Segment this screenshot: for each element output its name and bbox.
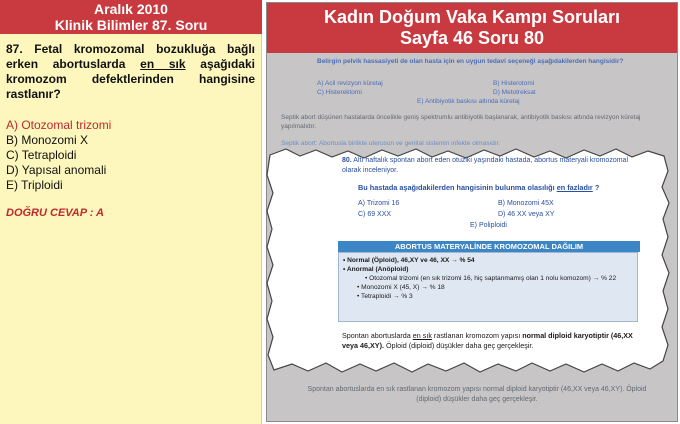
option-e: E) Triploidi: [6, 178, 63, 192]
table-line: • Tetraploidi → % 3: [357, 293, 413, 300]
background-bottom-note: Spontan abortuslarda en sık rastlanan kromozom yapısı normal diploid karyotiptir (46,XX veya 46,XY). Öploid (diploid) düşükler daha geç gerçekleşir.: [307, 386, 647, 403]
right-source-panel: [262, 0, 680, 424]
table-line: • Otozomal trizomi (en sık trizomi 16, hiç saptanmamış olan 1 nolu komozom) → % 22: [365, 275, 617, 282]
table-line: • Normal (Öploid), 46,XY ve 46, XX → % 54: [343, 257, 475, 264]
question-text-part: aşağıdaki kromozom defektlerinden hangisine rastlanır?: [6, 57, 255, 101]
distribution-table: [338, 252, 638, 322]
note-part: Öploid (diploid) düşükler daha geç gerçekleşir.: [385, 341, 534, 350]
note-part: rastlanan kromozom yapısı: [433, 331, 521, 340]
distribution-table-title: [338, 241, 640, 252]
correct-answer: DOĞRU CEVAP : A: [6, 207, 104, 219]
q80-option-b: B) Monozomi 45X: [498, 200, 554, 207]
note-part: Spontan abortuslarda: [342, 331, 411, 340]
left-question-panel: [0, 0, 262, 424]
background-paragraph: Septik abort düşünen hastalarda öncelikle geniş spektrumlu antibiyotik başlanarak, antibiyotik baskısı altında revizyon küretaj yapılmalıdır.: [281, 114, 641, 130]
q80-option-d: D) 46 XX veya XY: [498, 211, 555, 218]
prompt-part: ?: [594, 183, 600, 192]
answer-options: [6, 118, 255, 193]
source-title: [267, 3, 677, 53]
note-emphasis: en sık: [412, 331, 432, 340]
question-emphasis: en sık: [140, 57, 186, 71]
q80-option-a: A) Trizomi 16: [358, 200, 400, 207]
option-d: D) Yapısal anomali: [6, 163, 107, 177]
bg-option: C) Histerektomi: [317, 89, 362, 96]
question-80-text: Altı haftalık spontan abort eden otuziki yaşındaki hastada, abortus materyali kromozomal olarak inceleniyor.: [342, 157, 628, 174]
q80-option-e: E) Poliploidi: [470, 222, 507, 229]
option-c: C) Tetraploidi: [6, 148, 77, 162]
question-text: [6, 42, 255, 102]
background-paragraph-2: Septik abort: Abortusla birlikte uterusun ve genital sistemin infekte olmasıdır.: [281, 140, 501, 147]
bg-option: B) Histerotomi: [493, 80, 535, 87]
table-title-text: ABORTUS MATERYALİNDE KROMOZOMAL DAĞILIM: [394, 242, 584, 251]
background-options: [281, 79, 680, 106]
question-body: [0, 34, 262, 424]
option-b: B) Monozomi X: [6, 133, 89, 147]
note-bold: normal diploid karyotiptir (46,XX veya 46,XY).: [342, 331, 633, 350]
prompt-emphasis: en fazladır: [556, 183, 593, 192]
question-80: [342, 156, 640, 176]
exam-question-ref: Klinik Bilimler 87. Soru: [54, 17, 208, 33]
bg-option: D) Metotreksat: [493, 89, 536, 96]
exam-header: [0, 0, 262, 34]
question-text-part: 87. Fetal kromozomal bozukluğa bağlı erken abortuslarda: [6, 42, 255, 71]
table-line: • Monozomi X (45, X) → % 18: [357, 284, 445, 291]
question-80-number: 80.: [342, 157, 352, 164]
book-name: Kadın Doğum Vaka Kampı Soruları: [323, 7, 621, 27]
background-question: Belirgin pelvik hassasiyeti de olan hasta için en uygun tedavi seçeneği aşağıdakilerden hangisidir?: [317, 58, 624, 65]
prompt-part: Bu hastada aşağıdakilerden hangisinin bulunma olasılığı: [358, 183, 555, 192]
page-question-ref: Sayfa 46 Soru 80: [399, 28, 545, 48]
question-80-options: [358, 198, 638, 231]
bg-option: A) Acil revizyon küretaj: [317, 80, 383, 87]
q80-option-c: C) 69 XXX: [358, 211, 392, 218]
question-80-prompt: [358, 183, 640, 192]
explanation-note: [342, 331, 642, 351]
bg-option: E) Antibiyotik baskısı altında küretaj: [417, 98, 520, 105]
table-line: • Anormal (Anöploid): [343, 266, 409, 273]
exam-date: Aralık 2010: [94, 1, 168, 17]
option-a: A) Otozomal trizomi: [6, 118, 112, 132]
